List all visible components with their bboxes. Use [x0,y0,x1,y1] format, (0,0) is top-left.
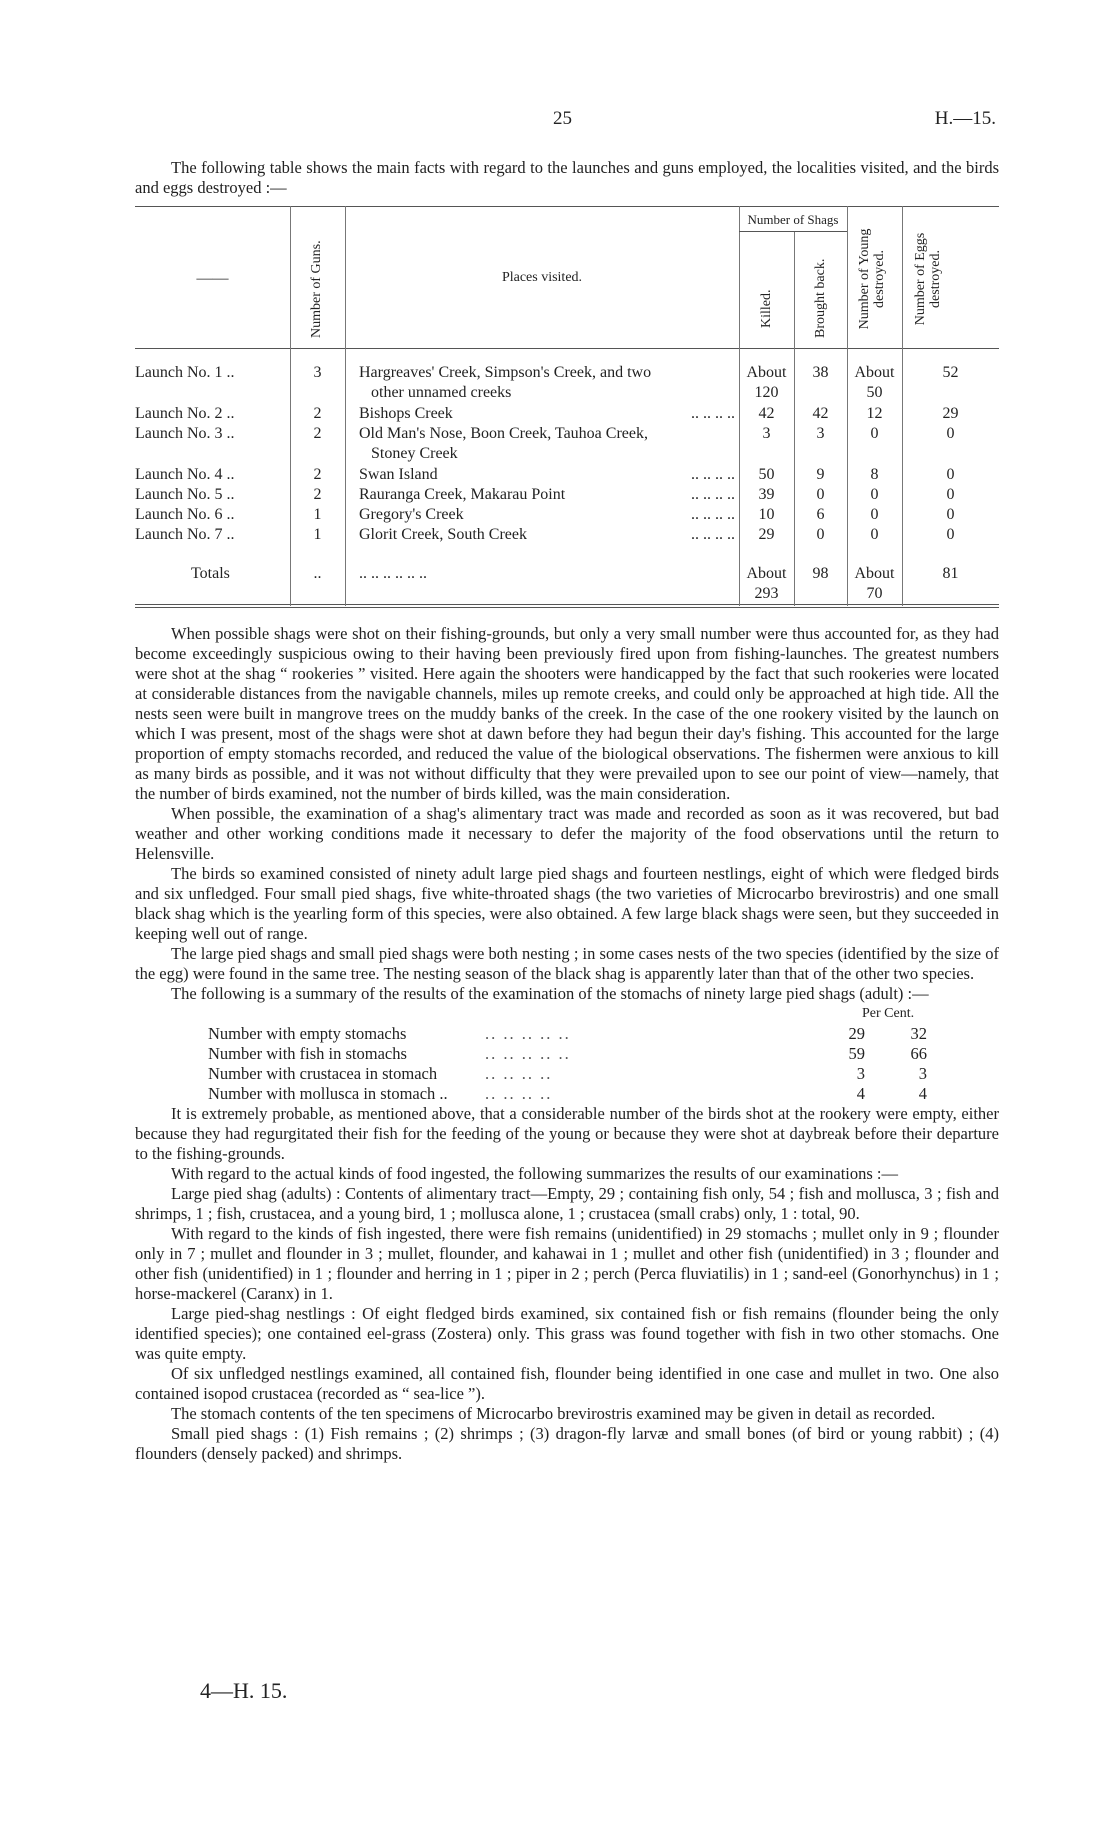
young-destroyed: About [854,364,895,381]
summary-count: 59 [848,1044,865,1063]
body-paragraph: With regard to the actual kinds of food ingested, the following summarizes the results of our examinations :— [171,1164,898,1183]
places-visited: Stoney Creek [371,445,458,462]
launch-name: Launch No. 4 .. [135,466,235,483]
body-paragraph: The following is a summary of the results of the examination of the stomachs of ninety large pied shags (adult) :— [171,984,929,1003]
page-header [0,108,1114,132]
shags-brought-back: 9 [816,466,825,483]
places-visited: Glorit Creek, South Creek [359,526,527,543]
leader-dots: .. .. .. .. [691,466,735,483]
body-paragraph: Of six unfledged nestlings examined, all contained fish, flounder being identified in one case and mullet in two. One also contained isopod crustacea (recorded as “ sea-lice ”). [135,1364,999,1403]
leader-dots: .. .. .. .. [691,526,735,543]
leader-dots: .. .. .. .. .. [485,1024,571,1043]
summary-percent: 32 [910,1024,927,1043]
shags-killed: 42 [758,405,775,422]
eggs-destroyed: 52 [942,364,959,381]
leader-dots: .. .. .. .. [691,506,735,523]
summary-percent: 66 [910,1044,927,1063]
guns-count: 1 [313,526,322,543]
intro-paragraph: The following table shows the main facts with regard to the launches and guns employed, the localities visited, and the birds and eggs destroyed :— [135,158,999,197]
shags-brought-back: 6 [816,506,825,523]
leader-dots: .. .. .. .. .. [485,1044,571,1063]
shags-killed: About [746,364,787,381]
summary-label: Number with mollusca in stomach .. [208,1084,448,1103]
percent-header: Per Cent. [862,1006,915,1021]
totals-eggs: 81 [942,565,959,582]
shags-brought-back: 0 [816,486,825,503]
shags-killed: 29 [758,526,775,543]
launch-name: Launch No. 1 .. [135,364,235,381]
footer-mark: 4—H. 15. [200,1678,288,1703]
guns-count: 2 [313,405,322,422]
guns-count: 3 [313,364,322,381]
summary-label: Number with fish in stomachs [208,1044,407,1063]
young-destroyed: 0 [870,486,879,503]
document-reference: H.—15. [934,108,996,129]
header-young: Number of Young destroyed. [857,228,887,330]
totals-brought-back: 98 [812,565,829,582]
body-paragraph: The birds so examined consisted of ninety adult large pied shags and fourteen nestlings, eight of which were fledged birds and six unfledged. Four small pied shags, five white-throated shags (the two varieties of Microcarbo brevirostris) and one small black shag which is the yearling form of this species, were also obtained. A few large black shags were seen, but they succeeded in keeping well out of range. [135,864,999,943]
shags-brought-back: 0 [816,526,825,543]
leader-dots: .. .. .. .. [691,405,735,422]
totals-guns: .. [313,565,322,582]
leader-dots: .. .. .. .. [485,1084,553,1103]
body-paragraph: Small pied shags : (1) Fish remains ; (2) shrimps ; (3) dragon-fly larvæ and small bones (of bird or young rabbit) ; (4) flounders (densely packed) and shrimps. [135,1424,999,1463]
header-guns: Number of Guns. [309,240,324,338]
eggs-destroyed: 0 [946,425,955,442]
summary-row [135,1084,999,1104]
header-shags-group: Number of Shags [747,212,839,227]
totals-killed: About [746,565,787,582]
eggs-destroyed: 0 [946,526,955,543]
young-destroyed: 0 [870,526,879,543]
header-brought-back: Brought back. [813,258,828,338]
young-destroyed: 0 [870,506,879,523]
body-paragraph: When possible shags were shot on their fishing-grounds, but only a very small number were thus accounted for, as they had become exceedingly suspicious owing to their having been previously fired upon from fishing-launches. The greatest numbers were shot at the shag “ rookeries ” visited. Here again the shooters were handicapped by the fact that such rookeries were located at considerable distances from the navigable channels, miles up remote creeks, and could only be approached at high tide. All the nests seen were built in mangrove trees on the muddy banks of the creek. In the case of the one rookery visited by the launch on which I was present, most of the shags were shot at dawn before they had begun their day's fishing. This accounted for the large proportion of empty stomachs recorded, and reduced the value of the biological observations. The fishermen were anxious to kill as many birds as possible, and it was not without difficulty that they were prevailed upon to see our point of view—namely, that the number of birds examined, not the number of birds killed, was the main consideration. [135,624,999,803]
summary-count: 3 [856,1064,865,1083]
body-paragraph: The stomach contents of the ten specimens of Microcarbo brevirostris examined may be given in detail as recorded. [171,1404,936,1423]
page-number: 25 [553,108,572,129]
leader-dots: .. .. .. .. [485,1064,553,1083]
body-paragraph: With regard to the kinds of fish ingested, there were fish remains (unidentified) in 29 stomachs ; mullet only in 9 ; flounder only in 7 ; mullet and flounder in 3 ; mullet, flounder, and kahawai in 1 ; mullet and other fish (unidentified) in 3 ; flounder and other fish (unidentified) in 1 ; flounder and herring in 1 ; piper in 2 ; perch (Perca fluviatilis) in 1 ; sand-eel (Gonorhynchus) in 1 ; horse-mackerel (Caranx) in 1. [135,1224,999,1303]
summary-percent: 3 [918,1064,927,1083]
eggs-destroyed: 29 [942,405,959,422]
young-destroyed: 8 [870,466,879,483]
header-eggs: Number of Eggs destroyed. [913,232,943,326]
body-paragraph: The large pied shags and small pied shags were both nesting ; in some cases nests of the two species (identified by the size of the egg) were found in the same tree. The nesting season of the black shag is apparently later than that of the other two species. [135,944,999,983]
body-text [135,624,999,1464]
shags-brought-back: 38 [812,364,829,381]
totals-young: 70 [866,585,883,602]
summary-row [135,1044,999,1064]
summary-label: Number with crustacea in stomach [208,1064,438,1083]
places-visited: other unnamed creeks [371,384,512,401]
young-destroyed: 0 [870,425,879,442]
summary-count: 4 [856,1084,865,1103]
header-places: Places visited. [501,270,583,285]
eggs-destroyed: 0 [946,506,955,523]
summary-percent: 4 [918,1084,927,1103]
leader-dots: .. .. .. .. [691,486,735,503]
body-paragraph: Large pied-shag nestlings : Of eight fledged birds examined, six contained fish or fish remains (flounder being the only identified species); one contained eel-grass (Zostera) only. This grass was found together with fish in two other stomachs. One was quite empty. [135,1304,999,1363]
guns-count: 2 [313,425,322,442]
places-visited: Swan Island [359,466,438,483]
body-paragraph: Large pied shag (adults) : Contents of alimentary tract—Empty, 29 ; containing fish only, 54 ; fish and mollusca, 3 ; fish and shrimps, 1 ; fish, crustacea, and a young bird, 1 ; mollusca alone, 1 ; crustacea (small crabs) only, 1 : total, 90. [135,1184,999,1223]
summary-row [135,1064,999,1084]
body-paragraph: It is extremely probable, as mentioned above, that a considerable number of the birds shot at the rookery were empty, either because they had regurgitated their fish for the feeding of the young or because they were shot at daybreak before their departure to the fishing-grounds. [135,1104,999,1163]
shags-killed: 10 [758,506,775,523]
places-visited: Hargreaves' Creek, Simpson's Creek, and two [359,364,652,381]
launch-name: Launch No. 7 .. [135,526,235,543]
shags-killed: 39 [758,486,775,503]
launch-name: Launch No. 2 .. [135,405,235,422]
places-visited: Bishops Creek [359,405,453,422]
totals-label: Totals [191,565,230,582]
shags-killed: 120 [754,384,779,401]
launches-table [135,206,999,612]
launch-name: Launch No. 3 .. [135,425,235,442]
shags-brought-back: 3 [816,425,825,442]
shags-killed: 50 [758,466,775,483]
guns-count: 2 [313,466,322,483]
launch-name: Launch No. 6 .. [135,506,235,523]
guns-count: 1 [313,506,322,523]
eggs-destroyed: 0 [946,466,955,483]
launch-name: Launch No. 5 .. [135,486,235,503]
summary-count: 29 [848,1024,865,1043]
summary-label: Number with empty stomachs [208,1024,407,1043]
totals-killed: 293 [754,585,779,602]
places-visited: Rauranga Creek, Makarau Point [359,486,566,503]
places-visited: Old Man's Nose, Boon Creek, Tauhoa Creek, [359,425,648,442]
young-destroyed: 50 [866,384,883,401]
young-destroyed: 12 [866,405,883,422]
places-visited: Gregory's Creek [359,506,464,523]
eggs-destroyed: 0 [946,486,955,503]
totals-young: About [854,565,895,582]
body-paragraph: When possible, the examination of a shag's alimentary tract was made and recorded as soon as it was recovered, but bad weather and other working conditions made it necessary to defer the majority of the food observations until the return to Helensville. [135,804,999,863]
header-launch: —— [196,270,229,287]
totals-places: .. .. .. .. .. .. [359,565,427,582]
summary-table [135,1004,999,1104]
shags-brought-back: 42 [812,405,829,422]
header-killed: Killed. [759,289,774,328]
summary-row [135,1024,999,1044]
guns-count: 2 [313,486,322,503]
shags-killed: 3 [762,425,771,442]
